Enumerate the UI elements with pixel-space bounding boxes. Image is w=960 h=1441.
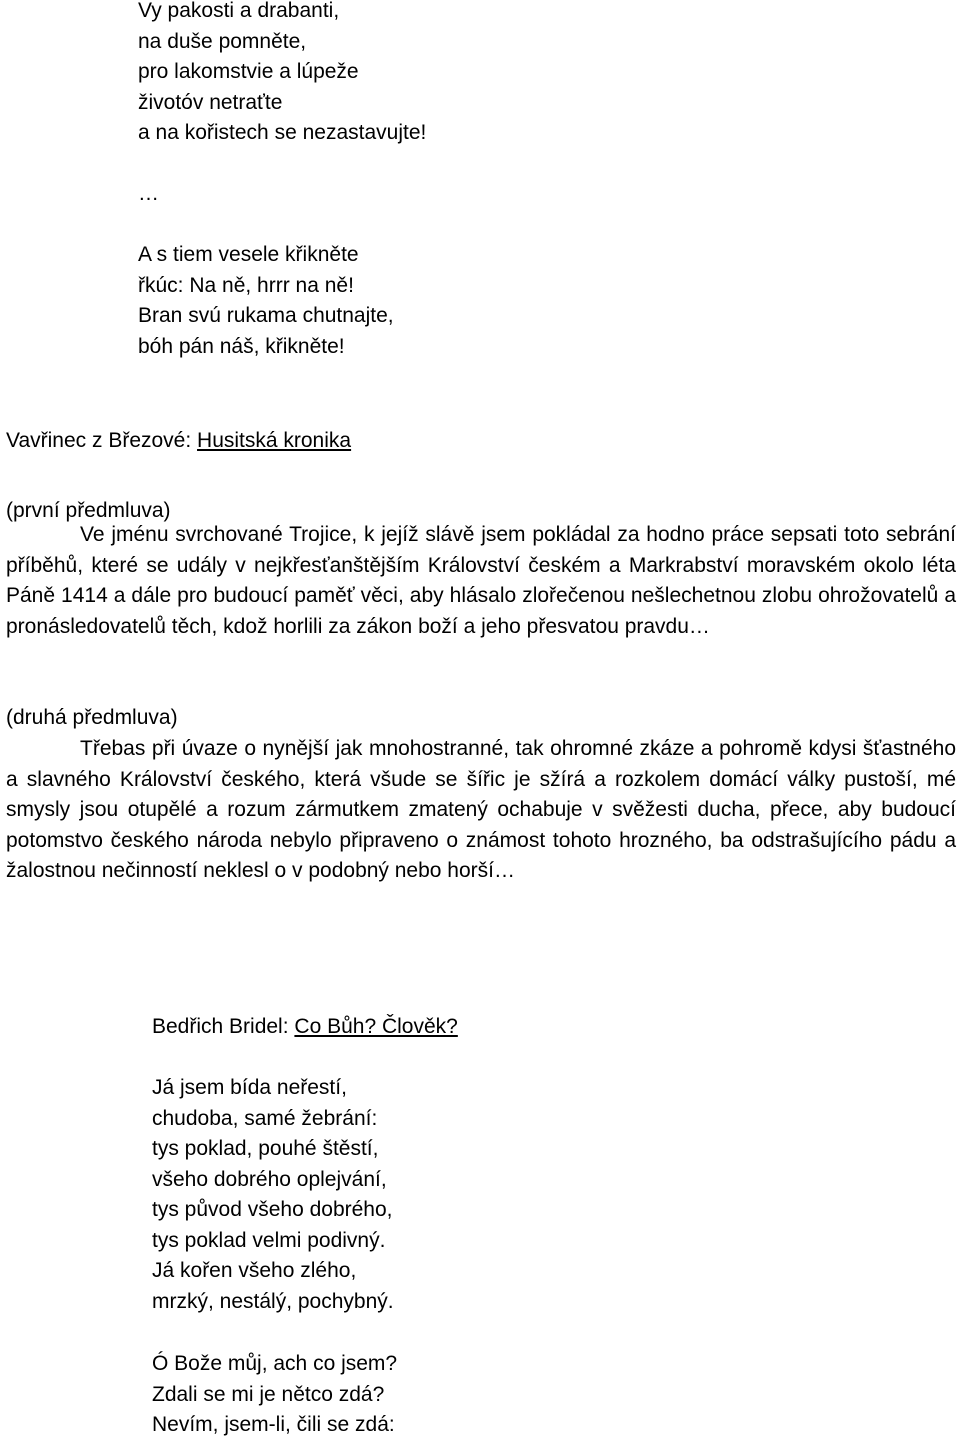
poem-line: mrzký, nestálý, pochybný. <box>152 1289 394 1313</box>
poem-line: Já jsem bída neřestí, <box>152 1076 347 1099</box>
poem-line: a na kořistech se nezastavujte! <box>138 121 427 144</box>
poem-line: Já kořen všeho zlého, <box>152 1259 357 1282</box>
poem-line: tys poklad velmi podivný. <box>152 1228 386 1252</box>
vavrinec-author: Vavřinec z Březové: <box>6 429 198 452</box>
bridel-heading <box>152 1012 458 1042</box>
poem-ellipsis: … <box>138 182 159 205</box>
poem-line: všeho dobrého oplejvání, <box>152 1167 387 1191</box>
poem-line: Bran svú rukama chutnajte, <box>138 304 394 327</box>
poem-line <box>138 149 426 180</box>
poem-line: tys původ všeho dobrého, <box>152 1198 393 1221</box>
poem-line: Zdali se mi je nětco zdá? <box>152 1382 385 1406</box>
bridel-author: Bedřich Bridel: <box>152 1015 295 1038</box>
preface1-label: (první předmluva) <box>6 499 171 522</box>
poem-line: na duše pomněte, <box>138 29 307 53</box>
poem-line: bóh pán náš, křikněte! <box>138 334 345 358</box>
poem-line: Vy pakosti a drabanti, <box>138 0 340 22</box>
preface1-text: Ve jménu svrchované Trojice, k jejíž slávě jsem pokládal za hodno práce sepsati toto sebrání příběhů, které se udály v nejkřesťanštějším Království českém a Markrabství moravském okolo léta Páně 1414 a dále pro budoucí paměť věci, aby hlásalo zlořečenou nešlechetnou zlobu ohrožovatelů a pronásledovatelů těch, kdož horlili za zákon boží a jeho přesvatou pravdu… <box>6 523 956 638</box>
poem-line: A s tiem vesele křikněte <box>138 243 359 266</box>
poem-line: Nevím, jsem-li, čili se zdá: <box>152 1413 395 1436</box>
bridel-poem-stanza-1 <box>152 1073 394 1317</box>
poem-line: životóv netraťte <box>138 90 283 114</box>
preface2-label: (druhá předmluva) <box>6 706 178 729</box>
poem-line: pro lakomstvie a lúpeže <box>138 60 359 83</box>
poem-line: tys poklad, pouhé štěstí, <box>152 1137 379 1160</box>
vavrinec-heading <box>6 426 351 456</box>
preface2-text: Třebas při úvaze o nynější jak mnohostranné, tak ohromné zkáze a pohromě kdysi šťastného a slavného Království českého, která všude se šířic je sžírá a rozkolem domácí války pustoší, mé smysly jsou otupělé a rozum zármutkem zmatený ochabuje v svěžesti ducha, přece, aby budoucí potomstvo českého národa nebylo připraveno o známost tohoto hrozného, ba odstrašujícího pádu a žalostnou nečinností neklesl o v podobný nebo horší… <box>6 737 956 883</box>
bridel-poem-stanza-2 <box>152 1349 397 1441</box>
vavrinec-work-title: Husitská kronika <box>197 429 352 452</box>
poem-line: Ó Bože můj, ach co jsem? <box>152 1352 398 1375</box>
poem-line: chudoba, samé žebrání: <box>152 1106 378 1130</box>
bridel-work-title: Co Bůh? Člověk? <box>294 1015 458 1038</box>
poem-line: řkúc: Na ně, hrrr na ně! <box>138 273 354 297</box>
poem-hussite-song-continued <box>138 240 394 362</box>
poem-hussite-song <box>138 0 426 210</box>
